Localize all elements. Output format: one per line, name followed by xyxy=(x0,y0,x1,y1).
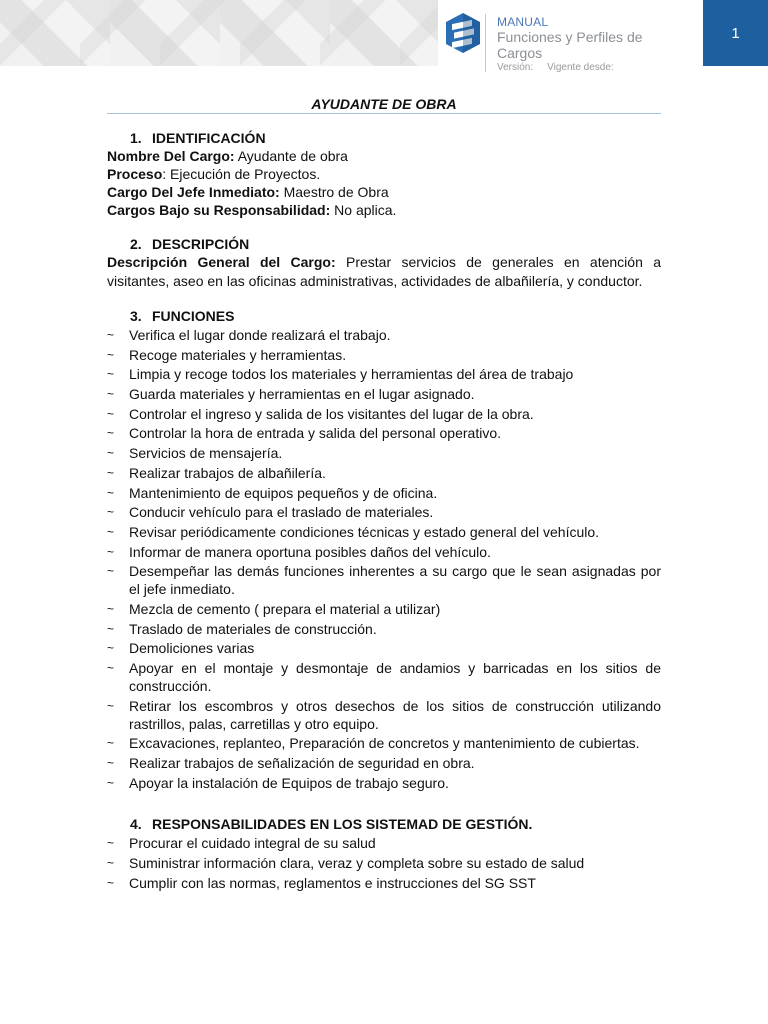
tilde-bullet-icon: ~ xyxy=(107,347,115,362)
field-cargos-bajo-responsabilidad: Cargos Bajo su Responsabilidad: No aplica. xyxy=(107,202,397,218)
list-item-text: Apoyar en el montaje y desmontaje de andamios y barricadas en los sitios de construcción. xyxy=(129,660,661,694)
tilde-bullet-icon: ~ xyxy=(107,406,115,421)
list-item xyxy=(107,444,661,462)
tilde-bullet-icon: ~ xyxy=(107,875,115,890)
list-item xyxy=(107,834,661,852)
tilde-bullet-icon: ~ xyxy=(107,856,115,871)
list-item xyxy=(107,543,661,561)
tilde-bullet-icon: ~ xyxy=(107,756,115,771)
list-item-text: Excavaciones, replanteo, Preparación de concretos y mantenimiento de cubiertas. xyxy=(129,735,640,752)
version-label: Versión: xyxy=(497,62,534,73)
tilde-bullet-icon: ~ xyxy=(107,465,115,480)
list-item-text: Traslado de materiales de construcción. xyxy=(129,620,377,637)
tilde-bullet-icon: ~ xyxy=(107,661,115,675)
list-item-text: Controlar el ingreso y salida de los visitantes del lugar de la obra. xyxy=(129,405,534,422)
list-item-text: Conducir vehículo para el traslado de materiales. xyxy=(129,504,434,521)
tilde-bullet-icon: ~ xyxy=(107,367,115,382)
list-item-text: Guarda materiales y herramientas en el lugar asignado. xyxy=(129,386,475,403)
list-item-text: Limpia y recoge todos los materiales y herramientas del área de trabajo xyxy=(129,366,574,383)
title-divider xyxy=(107,113,661,114)
list-item xyxy=(107,620,661,638)
list-item xyxy=(107,405,661,423)
list-item xyxy=(107,874,661,892)
tilde-bullet-icon: ~ xyxy=(107,621,115,636)
list-item xyxy=(107,659,661,695)
tilde-bullet-icon: ~ xyxy=(107,328,115,342)
tilde-bullet-icon: ~ xyxy=(107,544,115,559)
responsabilidades-list xyxy=(107,834,661,891)
list-item-text: Recoge materiales y herramientas. xyxy=(129,346,347,363)
tilde-bullet-icon: ~ xyxy=(107,836,115,851)
header-separator xyxy=(485,14,486,72)
list-item-text: Realizar trabajos de señalización de seguridad en obra. xyxy=(129,755,475,772)
list-item-text: Realizar trabajos de albañilería. xyxy=(129,464,326,481)
tilde-bullet-icon: ~ xyxy=(107,505,115,520)
list-item xyxy=(107,484,661,502)
tilde-bullet-icon: ~ xyxy=(107,446,115,461)
list-item-text: Verifica el lugar donde realizará el trabajo. xyxy=(129,327,391,343)
list-item-text: Mantenimiento de equipos pequeños y de oficina. xyxy=(129,484,438,501)
list-item xyxy=(107,385,661,403)
page-title: AYUDANTE DE OBRA xyxy=(311,96,457,112)
list-item xyxy=(107,734,661,752)
tilde-bullet-icon: ~ xyxy=(107,736,115,751)
company-logo-icon xyxy=(443,12,483,54)
list-item-text: Suministrar información clara, veraz y completa sobre su estado de salud xyxy=(129,855,585,872)
list-item-text: Apoyar la instalación de Equipos de trabajo seguro. xyxy=(129,774,449,791)
list-item xyxy=(107,754,661,772)
list-item xyxy=(107,523,661,541)
document-title: Funciones y Perfiles de Cargos xyxy=(497,29,643,61)
description-paragraph: Descripción General del Cargo: Prestar servicios de generales en atención a visitantes, aseo en las oficinas administrativas, actividades de albañilería, y conductor. xyxy=(107,254,661,289)
list-item xyxy=(107,365,661,383)
tilde-bullet-icon: ~ xyxy=(107,641,115,656)
list-item xyxy=(107,424,661,442)
tilde-bullet-icon: ~ xyxy=(107,426,115,441)
list-item xyxy=(107,326,661,344)
field-proceso: Proceso: Ejecución de Proyectos. xyxy=(107,166,321,182)
list-item-text: Demoliciones varias xyxy=(129,640,255,657)
list-item xyxy=(107,854,661,872)
tilde-bullet-icon: ~ xyxy=(107,387,115,402)
tilde-bullet-icon: ~ xyxy=(107,485,115,500)
list-item-text: Cumplir con las normas, reglamentos e instrucciones del SG SST xyxy=(129,874,536,891)
section-heading-identificacion: 1. IDENTIFICACIÓN xyxy=(130,130,266,146)
list-item xyxy=(107,774,661,792)
manual-label: MANUAL xyxy=(497,15,549,29)
section-heading-descripcion: 2. DESCRIPCIÓN xyxy=(130,236,250,252)
list-item-text: Informar de manera oportuna posibles daños del vehículo. xyxy=(129,543,491,560)
list-item-text: Servicios de mensajería. xyxy=(129,445,283,462)
tilde-bullet-icon: ~ xyxy=(107,564,115,579)
tilde-bullet-icon: ~ xyxy=(107,524,115,539)
page-number-badge xyxy=(703,0,768,66)
list-item-text: Revisar periódicamente condiciones técnicas y estado general del vehículo. xyxy=(129,523,600,540)
list-item-text: Retirar los escombros y otros desechos de los sitios de construcción utilizando rastrillos, palas, carretillas y otro equipo. xyxy=(129,697,661,732)
field-jefe-inmediato: Cargo Del Jefe Inmediato: Maestro de Obra xyxy=(107,184,389,200)
tilde-bullet-icon: ~ xyxy=(107,698,115,713)
list-item-text: Mezcla de cemento ( prepara el material a utilizar) xyxy=(129,600,441,617)
list-item xyxy=(107,697,661,733)
list-item xyxy=(107,600,661,618)
document-body xyxy=(107,129,661,894)
list-item-text: Procurar el cuidado integral de su salud xyxy=(129,835,376,852)
list-item-text: Desempeñar las demás funciones inherentes a su cargo que le sean asignadas por el jefe inmediato. xyxy=(129,563,661,598)
field-nombre-cargo: Nombre Del Cargo: Ayudante de obra xyxy=(107,148,348,164)
list-item-text: Controlar la hora de entrada y salida del personal operativo. xyxy=(129,425,502,442)
valid-from-label: Vigente desde: xyxy=(547,62,614,73)
list-item xyxy=(107,346,661,364)
header-background xyxy=(0,0,438,66)
list-item xyxy=(107,503,661,521)
tilde-bullet-icon: ~ xyxy=(107,601,115,616)
page-number: 1 xyxy=(731,24,740,42)
section-heading-funciones: 3. FUNCIONES xyxy=(130,308,235,324)
section-heading-responsabilidades: 4. RESPONSABILIDADES EN LOS SISTEMAD DE GESTIÓN. xyxy=(130,816,533,833)
funciones-list xyxy=(107,326,661,792)
list-item xyxy=(107,562,661,598)
version-line xyxy=(497,62,614,73)
list-item xyxy=(107,464,661,482)
tilde-bullet-icon: ~ xyxy=(107,775,115,790)
list-item xyxy=(107,639,661,657)
